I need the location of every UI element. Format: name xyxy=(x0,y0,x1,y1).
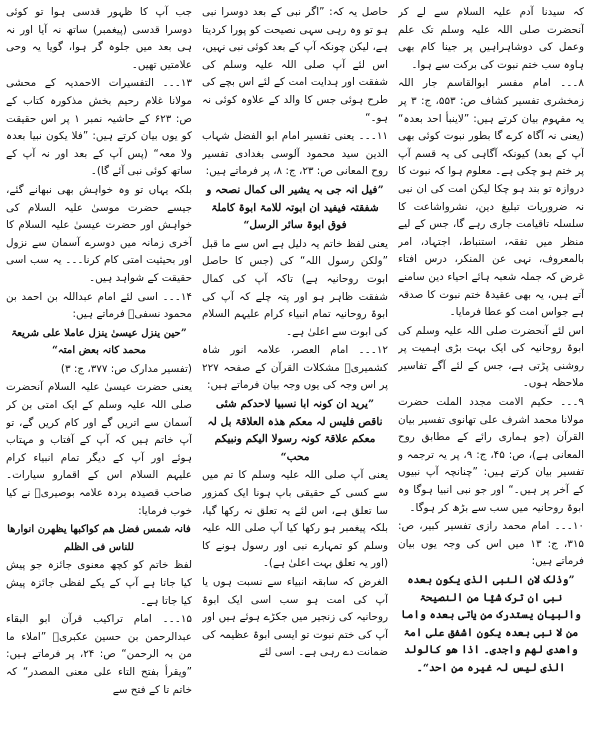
paragraph: حاصل یہ کہ: ”اگر نبی کے بعد دوسرا نبی ہو تو وہ رہی سہی نصیحت کو پورا کردیتا ہے، لیکن چونکہ آپ کے بعد کوئی نبی نہیں، اس لئے آپ صلی اللہ علیہ وسلم کی شفقت اور ہدایت امت کے لئے اس بچے کی طرح ہوئی جس کا والد کے علاوہ کوئی نہ ہو۔“ xyxy=(202,6,388,124)
paragraph: یعنی لفظ خاتم یہ دلیل ہے اس سے ما قبل ”ولکن رسول اللہ“ کی (جس کا حاصل ابوت روحانیہ ہے) تاکہ آپ کی کمال شفقت ظاہر ہو اور پتہ چلے کہ آپ کی ابوۃ روحانیہ تمام انبیاء کرام علیہم السلام کی ابوت سے اعلیٰ ہے۔ xyxy=(202,237,388,338)
paragraph: ۸۔۔۔ امام مفسر ابوالقاسم جار اللہ زمخشری تفسیر کشاف ص: ۵۵۳، ج: ۳ پر یہ مفہوم بیان کرتے ہیں: ”لاینبأ احد بعدہ“ (یعنی نہ آگاہ کرے گا بطور نبوت کوئی بھی آپ کے بعد) کیونکہ آگاہی کی یہ قسم آپ پر ختم ہو چکی ہے۔ معلوم ہوا کہ نبوت کا دروازہ تو بند ہو چکا لیکن امت کی ان نبی نہ ضروریات تبلیغ دین، نشرواشاعت کا سلسلہ تاقیامت جاری رہے گا، جس کے لیے منظر میں تفقہ، استنباط، اجتہاد، امر بالمعروف، نہی عن المنکر، درس افتاء غرض کہ جملہ شعبہ ہائے احیاء دین سامنے آتے ہیں، یہ بھی عقیدۂ ختم نبوت کا صدقہ ہے جواس امت کو عطا فرمایا۔ xyxy=(398,77,584,319)
arabic-quotation: ”حین ینزل عیسیٰ ینزل عاملا علی شریعۃ محمد کانہ بعض امتہ“ xyxy=(11,326,187,357)
paragraph: جب آپ کا ظہور قدسی ہوا تو کوئی دوسرا قدسی (پیغمبر) ساتھ نہ آیا اور نہ ہی بعد میں جلوہ گر ہوا، گویا یہ وحی علامتیں تھیں۔ xyxy=(6,6,192,71)
arabic-quotation: ”فیل انہ جی بہ یشیر الی کمال نصحہ و شفقتہ فیفید ان ابوتہ للامۃ ابوۃ کاملۃ فوق ابوۃ سائر الرسل“ xyxy=(206,183,384,232)
paragraph: ۱۴۔۔۔ اسی لئے امام عبداللہ بن احمد بن محمود نسفیؒ فرماتے ہیں: xyxy=(6,290,192,321)
paragraph: کہ سیدنا آدم علیہ السلام سے لے کر آنحضرت صلی اللہ علیہ وسلم تک علم وعمل کی دوشاہراہیں پر جینا کام بھی ہاوہ سب ختم نبوت کی برکت سے ہوا۔ xyxy=(398,6,584,71)
arabic-verse: فانہ شمس فضل ھم کواکبھا یظھرن انوارھا للناس فی الظلم xyxy=(7,523,191,553)
paragraph: ۱۲۔۔۔ امام العصر، علامہ انور شاہ کشمیریؒ مشکلات القرآن کے صفحہ ۲۲۷ پر اس وجہ کی یوں وجہ بیان فرماتے ہیں: xyxy=(202,344,388,392)
text-column-middle xyxy=(202,4,388,752)
paragraph: ۱۵۔۔۔ امام تراکیب قرآن ابو البقاء عبدالرحمن بن حسین عکبریؒ ”املاء ما من بہ الرحمن“ ص: ۲۴، پر فرماتے ہیں: ”ویقرأ بفتح التاء علی معنی المصدر“ کہ خاتم تا کے فتح سے xyxy=(6,613,192,696)
paragraph: الغرض کہ سابقہ انبیاء سے نسبت ہوں یا آپ کی امت ہو سب اسی ایک ابوۃ روحانیہ کی زنجیر میں جکڑے ہوئے ہیں اور آپ کی ختم نبوت تو ایسی ابوۃ عظیمہ کی ضمانت دے رہی ہے۔ اسی لئے xyxy=(202,576,388,659)
arabic-quotation: ”وذلک لان النبی الذی یکون بعدہ نبی ان ترک شیٔا من النصیحۃ والبیان یستدرک من یاتی بعدہ واما من لا نبی بعدہ یکون اشفق علی امۃ واھدی لھم واجدی۔ اذا ھو کالولد الذی لیس لہ غیرہ من احد“۔ xyxy=(401,574,581,674)
paragraph: ۹۔۔۔ حکیم الامت مجدد الملت حضرت مولانا محمد اشرف علی تھانوی تفسیر بیان القرآن (جو ہماری رائے کے مطابق روح المعانی ہے)، ص: ۴۵، ج: ۹، پر یہ ترجمہ و تفسیر بیان کرتے ہیں: ”چنانچہ آپ نبیوں کے آخر پر ہیں۔“ اور جو نبی انبیا ہوگا وہ ابوۃ روحانیہ میں سب سے بڑھ کر ہوگا۔ xyxy=(398,396,584,514)
paragraph: یعنی حضرت عیسیٰ علیہ السلام آنحضرت صلی اللہ علیہ وسلم کے ایک امتی بن کر آسمان سے اتریں گے اور کام کریں گے، تو آپ خاتم ہیں کہ آپ کے آفتاب و مہتاب ہوئے اور آپ کے دیگر تمام انبیاء کرام علیہم السلام اس کے اقمارو سیارات۔ صاحب قصیدہ بردہ علامہ بوصیریؒ نے کیا خوب فرمایا: xyxy=(6,381,192,517)
paragraph: بلکہ یہاں تو وہ خواہش بھی نبھانے گئے، جیسے حضرت موسیٰ علیہ السلام کی خواہش اور حضرت عیسیٰ علیہ السلام کا آخری زمانہ میں دوسرے آسمان سے نزول اور بحیثیت امتی کام کرنا۔۔۔ یہ سب اسی حقیقت کے شواہد ہیں۔ xyxy=(6,183,192,284)
arabic-quotation: ”یرید ان کونہ ابا نسبیا لاحدکم شئی ناقص فلیس لہ معکم ھذہ العلاقۃ بل لہ معکم علاقۃ کونہ رسولا الیکم ونبیکم محب“ xyxy=(207,398,383,463)
text-column-left xyxy=(6,4,192,752)
citation: (تفسیر مدارک ص: ۳۷۷، ج: ۳) xyxy=(60,362,192,375)
paragraph: اس لئے آنحضرت صلی اللہ علیہ وسلم کی ابوۃ روحانیہ کی ایک بہت بڑی اہمیت پر روشنی پڑتی ہے، جس کے لئے آگے تفاسیر ملاحظہ ہوں۔ xyxy=(398,324,584,390)
paragraph: لفظ خاتم کو کچھ معنوی جائزہ جو پیش کیا جاتا ہے آپ کے یکے لفظی جائزہ پیش کیا جاتا ہے۔ xyxy=(6,559,192,607)
text-column-right xyxy=(398,4,584,752)
paragraph: ۱۱۔۔۔ یعنی تفسیر امام ابو الفضل شہاب الدین سید محمود آلوسی بغدادی تفسیر روح المعانی ص: ۲۳، ج: ۸، پر فرماتے ہیں: xyxy=(202,130,388,178)
paragraph: ۱۰۔۔۔ امام محمد رازی تفسیر کبیر، ص: ۳۱۵، ج: ۱۳ میں اس کی وجہ یوں بیان فرماتے ہیں: xyxy=(398,520,584,568)
paragraph: یعنی آپ صلی اللہ علیہ وسلم کا تم میں سے کسی کے حقیقی باپ ہونا ایک کمزور سا تعلق ہے، اس لئے یہ تعلق نہ رکھا گیا، بلکہ پیغمبر ہو رکھا کیا آپ صلی اللہ علیہ وسلم کو تمہارے نبی اور رسول ہونے کا (اور یہ تعلق بہت اعلیٰ ہے)۔ xyxy=(202,469,388,570)
paragraph: ۱۳۔۔۔ التفسیرات الاحمدیہ کے محشی مولانا غلام رحیم بخش مذکورہ کتاب کے ص: ۶۲۳ کے حاشیہ نمبر ۱ پر اس حقیقت کو یوں بیان کرتے ہیں: ”فلا یکون نبیا بعدہ ولا معہ“ (پس آپ کے بعد اور نہ آپ کے ساتھ کوئی نبی آئے گا)۔ xyxy=(6,77,192,178)
